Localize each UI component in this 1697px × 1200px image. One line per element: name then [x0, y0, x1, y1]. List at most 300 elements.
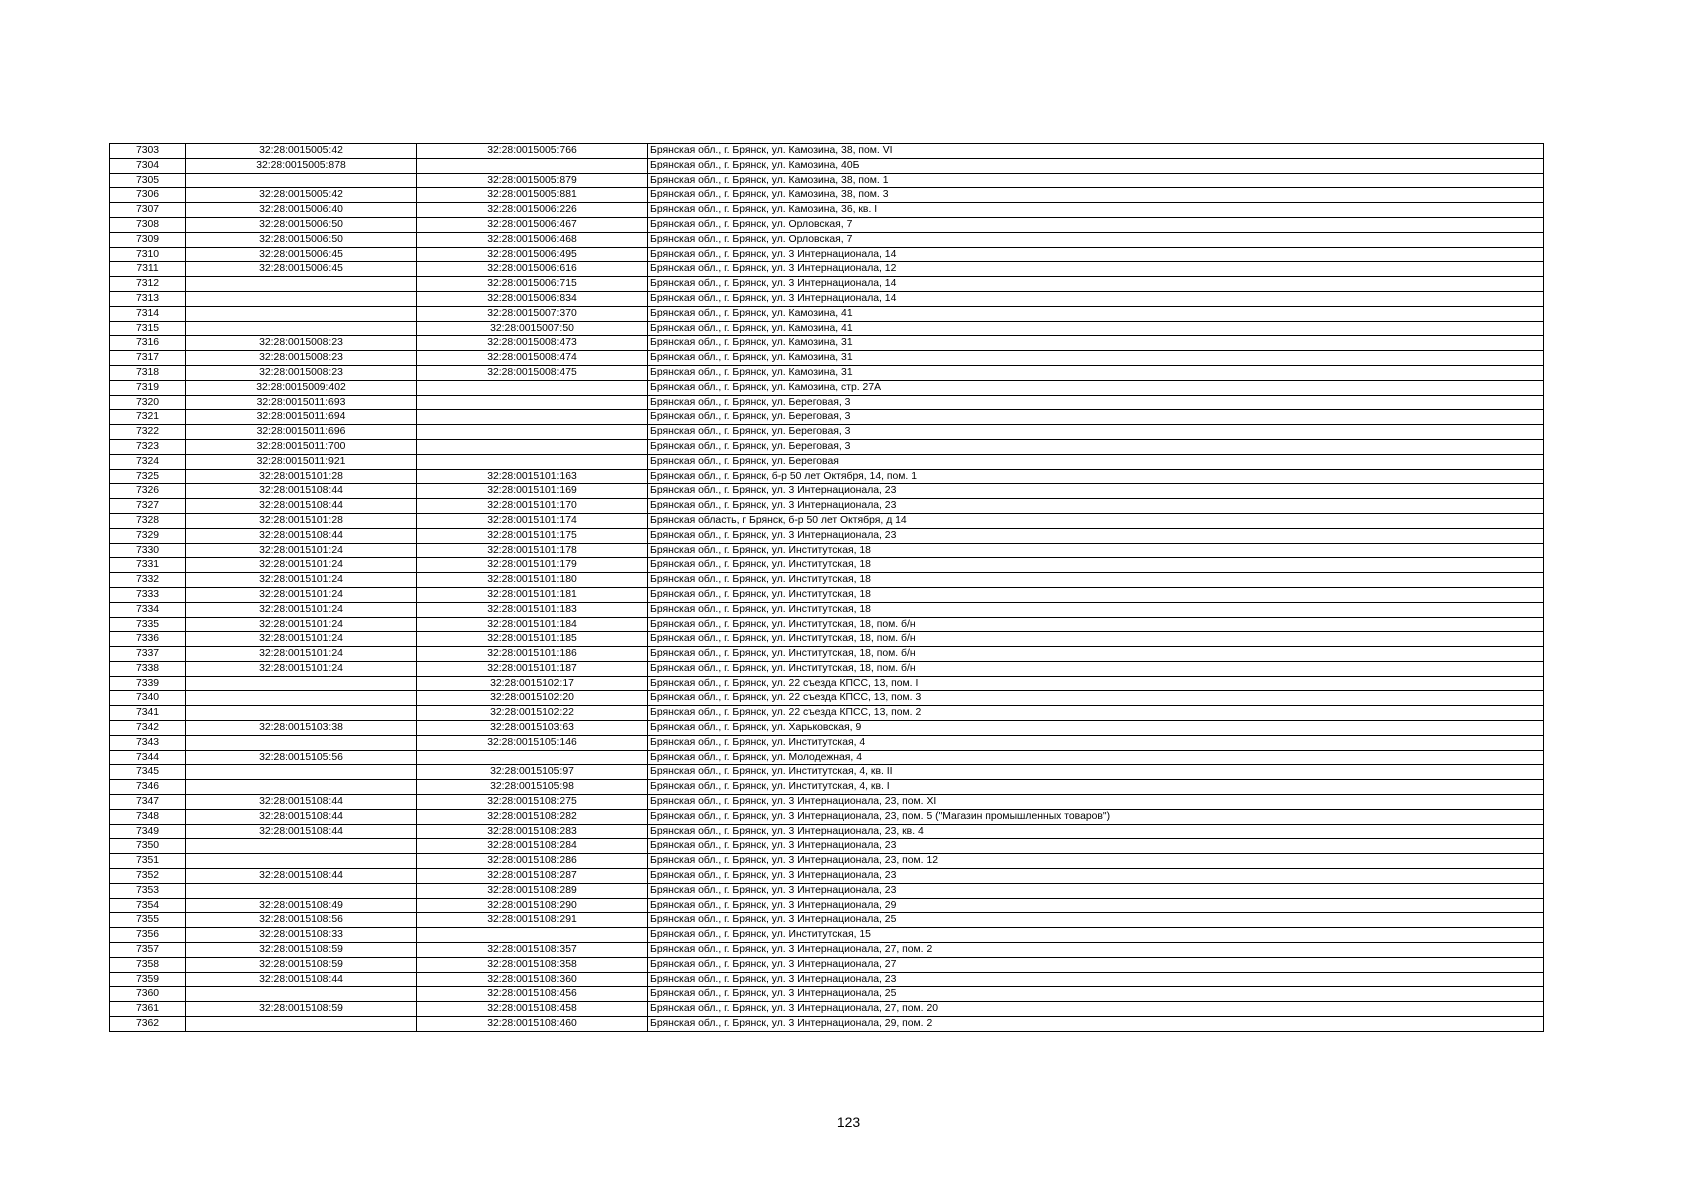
- address-cell: Брянская обл., г. Брянск, ул. 3 Интернационала, 23: [648, 869, 1544, 884]
- page-number: 123: [836, 1114, 861, 1130]
- table-row: [110, 957, 1544, 972]
- row-number-cell: 7327: [110, 499, 186, 514]
- parent-cadastral-cell: 32:28:0015101:28: [186, 513, 417, 528]
- row-number-cell: 7343: [110, 735, 186, 750]
- address-cell: Брянская обл., г. Брянск, ул. 3 Интернационала, 23: [648, 972, 1544, 987]
- cadastral-number-cell: 32:28:0015101:181: [417, 587, 648, 602]
- parent-cadastral-cell: 32:28:0015005:42: [186, 188, 417, 203]
- parent-cadastral-cell: 32:28:0015108:49: [186, 898, 417, 913]
- row-number-cell: 7356: [110, 928, 186, 943]
- row-number-cell: 7306: [110, 188, 186, 203]
- parent-cadastral-cell: [186, 706, 417, 721]
- table-row: [110, 691, 1544, 706]
- address-cell: Брянская обл., г. Брянск, ул. 3 Интернационала, 25: [648, 987, 1544, 1002]
- table-row: [110, 144, 1544, 159]
- parent-cadastral-cell: 32:28:0015108:59: [186, 957, 417, 972]
- parent-cadastral-cell: [186, 780, 417, 795]
- address-cell: Брянская обл., г. Брянск, ул. Институтская, 18, пом. б/н: [648, 617, 1544, 632]
- cadastral-number-cell: 32:28:0015108:290: [417, 898, 648, 913]
- row-number-cell: 7332: [110, 573, 186, 588]
- parent-cadastral-cell: [186, 765, 417, 780]
- row-number-cell: 7331: [110, 558, 186, 573]
- table-row: [110, 721, 1544, 736]
- cadastral-number-cell: [417, 750, 648, 765]
- table-row: [110, 543, 1544, 558]
- cadastral-number-cell: 32:28:0015102:22: [417, 706, 648, 721]
- parent-cadastral-cell: 32:28:0015101:24: [186, 602, 417, 617]
- parent-cadastral-cell: 32:28:0015101:24: [186, 632, 417, 647]
- cadastral-number-cell: 32:28:0015108:458: [417, 1002, 648, 1017]
- table-row: [110, 735, 1544, 750]
- cadastral-number-cell: 32:28:0015108:283: [417, 824, 648, 839]
- parent-cadastral-cell: [186, 854, 417, 869]
- row-number-cell: 7354: [110, 898, 186, 913]
- parent-cadastral-cell: 32:28:0015108:44: [186, 484, 417, 499]
- table-row: [110, 824, 1544, 839]
- cadastral-number-cell: [417, 425, 648, 440]
- table-row: [110, 321, 1544, 336]
- address-cell: Брянская обл., г. Брянск, ул. 3 Интернационала, 23, пом. 12: [648, 854, 1544, 869]
- parent-cadastral-cell: 32:28:0015006:45: [186, 247, 417, 262]
- table-row: [110, 188, 1544, 203]
- address-cell: Брянская обл., г. Брянск, ул. Камозина, 41: [648, 306, 1544, 321]
- row-number-cell: 7360: [110, 987, 186, 1002]
- row-number-cell: 7323: [110, 439, 186, 454]
- cadastral-number-cell: 32:28:0015108:460: [417, 1017, 648, 1032]
- table-row: [110, 158, 1544, 173]
- cadastral-number-cell: 32:28:0015108:360: [417, 972, 648, 987]
- address-cell: Брянская обл., г. Брянск, ул. Камозина, 31: [648, 336, 1544, 351]
- cadastral-number-cell: 32:28:0015108:287: [417, 869, 648, 884]
- parent-cadastral-cell: 32:28:0015108:56: [186, 913, 417, 928]
- row-number-cell: 7321: [110, 410, 186, 425]
- row-number-cell: 7349: [110, 824, 186, 839]
- row-number-cell: 7319: [110, 380, 186, 395]
- address-cell: Брянская обл., г. Брянск, ул. 3 Интернационала, 23: [648, 528, 1544, 543]
- address-cell: Брянская обл., г. Брянск, ул. Береговая, 3: [648, 425, 1544, 440]
- table-row: [110, 943, 1544, 958]
- parent-cadastral-cell: 32:28:0015006:40: [186, 203, 417, 218]
- parent-cadastral-cell: [186, 306, 417, 321]
- address-cell: Брянская обл., г. Брянск, ул. Институтская, 18: [648, 543, 1544, 558]
- table-row: [110, 173, 1544, 188]
- cadastral-number-cell: [417, 380, 648, 395]
- row-number-cell: 7322: [110, 425, 186, 440]
- parent-cadastral-cell: 32:28:0015011:694: [186, 410, 417, 425]
- address-cell: Брянская обл., г. Брянск, ул. 3 Интернационала, 29, пом. 2: [648, 1017, 1544, 1032]
- address-cell: Брянская обл., г. Брянск, ул. 3 Интернационала, 12: [648, 262, 1544, 277]
- table-row: [110, 291, 1544, 306]
- parent-cadastral-cell: 32:28:0015011:921: [186, 454, 417, 469]
- row-number-cell: 7351: [110, 854, 186, 869]
- address-cell: Брянская обл., г. Брянск, ул. 3 Интернационала, 14: [648, 291, 1544, 306]
- parent-cadastral-cell: 32:28:0015011:700: [186, 439, 417, 454]
- parent-cadastral-cell: 32:28:0015008:23: [186, 336, 417, 351]
- table-row: [110, 247, 1544, 262]
- address-cell: Брянская обл., г. Брянск, ул. Камозина, 41: [648, 321, 1544, 336]
- row-number-cell: 7328: [110, 513, 186, 528]
- table-row: [110, 869, 1544, 884]
- parent-cadastral-cell: [186, 277, 417, 292]
- address-cell: Брянская обл., г. Брянск, ул. Камозина, 40Б: [648, 158, 1544, 173]
- table-row: [110, 573, 1544, 588]
- cadastral-number-cell: 32:28:0015102:17: [417, 676, 648, 691]
- table-row: [110, 351, 1544, 366]
- table-row: [110, 380, 1544, 395]
- row-number-cell: 7316: [110, 336, 186, 351]
- cadastral-number-cell: 32:28:0015108:357: [417, 943, 648, 958]
- table-row: [110, 676, 1544, 691]
- table-row: [110, 513, 1544, 528]
- row-number-cell: 7352: [110, 869, 186, 884]
- cadastral-number-cell: 32:28:0015101:169: [417, 484, 648, 499]
- row-number-cell: 7357: [110, 943, 186, 958]
- row-number-cell: 7335: [110, 617, 186, 632]
- table-row: [110, 499, 1544, 514]
- address-cell: Брянская обл., г. Брянск, ул. 3 Интернационала, 25: [648, 913, 1544, 928]
- parent-cadastral-cell: 32:28:0015108:44: [186, 528, 417, 543]
- row-number-cell: 7324: [110, 454, 186, 469]
- row-number-cell: 7315: [110, 321, 186, 336]
- cadastral-number-cell: 32:28:0015005:881: [417, 188, 648, 203]
- row-number-cell: 7348: [110, 809, 186, 824]
- table-row: [110, 439, 1544, 454]
- table-row: [110, 277, 1544, 292]
- cadastral-number-cell: 32:28:0015102:20: [417, 691, 648, 706]
- parent-cadastral-cell: 32:28:0015108:44: [186, 809, 417, 824]
- row-number-cell: 7311: [110, 262, 186, 277]
- table-row: [110, 602, 1544, 617]
- row-number-cell: 7312: [110, 277, 186, 292]
- address-cell: Брянская обл., г. Брянск, ул. 3 Интернационала, 23, кв. 4: [648, 824, 1544, 839]
- table-row: [110, 854, 1544, 869]
- row-number-cell: 7337: [110, 647, 186, 662]
- address-cell: Брянская обл., г. Брянск, ул. Камозина, 38, пом. 3: [648, 188, 1544, 203]
- address-cell: Брянская обл., г. Брянск, ул. 3 Интернационала, 23, пом. XI: [648, 795, 1544, 810]
- cadastral-number-cell: 32:28:0015008:475: [417, 365, 648, 380]
- cadastral-number-cell: 32:28:0015108:275: [417, 795, 648, 810]
- row-number-cell: 7314: [110, 306, 186, 321]
- cadastral-number-cell: 32:28:0015006:834: [417, 291, 648, 306]
- row-number-cell: 7329: [110, 528, 186, 543]
- parent-cadastral-cell: 32:28:0015005:878: [186, 158, 417, 173]
- address-cell: Брянская обл., г. Брянск, ул. 22 съезда КПСС, 13, пом. 2: [648, 706, 1544, 721]
- table-row: [110, 232, 1544, 247]
- row-number-cell: 7308: [110, 217, 186, 232]
- table-row: [110, 336, 1544, 351]
- row-number-cell: 7318: [110, 365, 186, 380]
- table-row: [110, 765, 1544, 780]
- row-number-cell: 7347: [110, 795, 186, 810]
- cadastral-number-cell: 32:28:0015108:282: [417, 809, 648, 824]
- table-row: [110, 972, 1544, 987]
- cadastral-number-cell: 32:28:0015006:226: [417, 203, 648, 218]
- row-number-cell: 7355: [110, 913, 186, 928]
- row-number-cell: 7350: [110, 839, 186, 854]
- cadastral-number-cell: 32:28:0015101:178: [417, 543, 648, 558]
- row-number-cell: 7359: [110, 972, 186, 987]
- parent-cadastral-cell: 32:28:0015011:696: [186, 425, 417, 440]
- row-number-cell: 7333: [110, 587, 186, 602]
- cadastral-number-cell: 32:28:0015105:97: [417, 765, 648, 780]
- parent-cadastral-cell: 32:28:0015006:50: [186, 232, 417, 247]
- table-row: [110, 987, 1544, 1002]
- cadastral-number-cell: 32:28:0015006:616: [417, 262, 648, 277]
- parent-cadastral-cell: 32:28:0015101:24: [186, 558, 417, 573]
- row-number-cell: 7325: [110, 469, 186, 484]
- address-cell: Брянская обл., г. Брянск, ул. Камозина, 38, пом. VI: [648, 144, 1544, 159]
- cadastral-number-cell: 32:28:0015007:370: [417, 306, 648, 321]
- row-number-cell: 7344: [110, 750, 186, 765]
- row-number-cell: 7330: [110, 543, 186, 558]
- table-row: [110, 706, 1544, 721]
- parent-cadastral-cell: 32:28:0015101:24: [186, 543, 417, 558]
- address-cell: Брянская обл., г. Брянск, ул. Камозина, 31: [648, 351, 1544, 366]
- row-number-cell: 7339: [110, 676, 186, 691]
- cadastral-number-cell: 32:28:0015101:163: [417, 469, 648, 484]
- address-cell: Брянская обл., г. Брянск, ул. Институтская, 4, кв. I: [648, 780, 1544, 795]
- parent-cadastral-cell: 32:28:0015006:45: [186, 262, 417, 277]
- parent-cadastral-cell: 32:28:0015101:24: [186, 587, 417, 602]
- parent-cadastral-cell: [186, 883, 417, 898]
- parent-cadastral-cell: 32:28:0015005:42: [186, 144, 417, 159]
- address-cell: Брянская обл., г. Брянск, ул. Орловская, 7: [648, 232, 1544, 247]
- table-row: [110, 454, 1544, 469]
- row-number-cell: 7361: [110, 1002, 186, 1017]
- parent-cadastral-cell: 32:28:0015105:56: [186, 750, 417, 765]
- row-number-cell: 7305: [110, 173, 186, 188]
- address-cell: Брянская обл., г. Брянск, ул. 3 Интернационала, 14: [648, 247, 1544, 262]
- address-cell: Брянская обл., г. Брянск, ул. Институтская, 18, пом. б/н: [648, 647, 1544, 662]
- parent-cadastral-cell: 32:28:0015101:24: [186, 661, 417, 676]
- row-number-cell: 7334: [110, 602, 186, 617]
- cadastral-number-cell: 32:28:0015101:186: [417, 647, 648, 662]
- parent-cadastral-cell: [186, 735, 417, 750]
- cadastral-number-cell: [417, 928, 648, 943]
- row-number-cell: 7342: [110, 721, 186, 736]
- row-number-cell: 7317: [110, 351, 186, 366]
- row-number-cell: 7326: [110, 484, 186, 499]
- cadastral-number-cell: 32:28:0015101:179: [417, 558, 648, 573]
- parent-cadastral-cell: 32:28:0015008:23: [186, 351, 417, 366]
- cadastral-number-cell: 32:28:0015007:50: [417, 321, 648, 336]
- address-cell: Брянская обл., г. Брянск, ул. Институтская, 18: [648, 573, 1544, 588]
- table-row: [110, 632, 1544, 647]
- address-cell: Брянская обл., г. Брянск, ул. Береговая, 3: [648, 395, 1544, 410]
- table-row: [110, 883, 1544, 898]
- table-row: [110, 558, 1544, 573]
- table-row: [110, 410, 1544, 425]
- table-row: [110, 809, 1544, 824]
- address-cell: Брянская обл., г. Брянск, ул. Институтская, 18, пом. б/н: [648, 661, 1544, 676]
- parent-cadastral-cell: 32:28:0015108:44: [186, 795, 417, 810]
- row-number-cell: 7358: [110, 957, 186, 972]
- address-cell: Брянская обл., г. Брянск, ул. Молодежная, 4: [648, 750, 1544, 765]
- address-cell: Брянская обл., г. Брянск, ул. Институтская, 18: [648, 587, 1544, 602]
- row-number-cell: 7310: [110, 247, 186, 262]
- address-cell: Брянская обл., г. Брянск, ул. 3 Интернационала, 27, пом. 20: [648, 1002, 1544, 1017]
- table-row: [110, 1002, 1544, 1017]
- cadastral-number-cell: [417, 454, 648, 469]
- row-number-cell: 7307: [110, 203, 186, 218]
- row-number-cell: 7353: [110, 883, 186, 898]
- row-number-cell: 7341: [110, 706, 186, 721]
- parent-cadastral-cell: 32:28:0015108:44: [186, 972, 417, 987]
- parent-cadastral-cell: [186, 321, 417, 336]
- address-cell: Брянская обл., г. Брянск, ул. Институтская, 18: [648, 602, 1544, 617]
- address-cell: Брянская обл., г. Брянск, ул. Институтская, 18, пом. б/н: [648, 632, 1544, 647]
- parent-cadastral-cell: 32:28:0015011:693: [186, 395, 417, 410]
- cadastral-number-cell: 32:28:0015006:467: [417, 217, 648, 232]
- address-cell: Брянская обл., г. Брянск, ул. Береговая: [648, 454, 1544, 469]
- cadastral-number-cell: 32:28:0015006:495: [417, 247, 648, 262]
- parent-cadastral-cell: 32:28:0015108:44: [186, 869, 417, 884]
- row-number-cell: 7336: [110, 632, 186, 647]
- table-row: [110, 587, 1544, 602]
- address-cell: Брянская обл., г. Брянск, ул. Институтская, 4: [648, 735, 1544, 750]
- table-row: [110, 617, 1544, 632]
- cadastral-number-cell: 32:28:0015005:766: [417, 144, 648, 159]
- cadastral-number-cell: 32:28:0015101:187: [417, 661, 648, 676]
- parent-cadastral-cell: 32:28:0015006:50: [186, 217, 417, 232]
- address-cell: Брянская обл., г. Брянск, ул. 3 Интернационала, 23: [648, 484, 1544, 499]
- table-row: [110, 647, 1544, 662]
- cadastral-number-cell: 32:28:0015101:180: [417, 573, 648, 588]
- address-cell: Брянская обл., г. Брянск, ул. Камозина, стр. 27А: [648, 380, 1544, 395]
- address-cell: Брянская обл., г. Брянск, ул. 22 съезда КПСС, 13, пом. I: [648, 676, 1544, 691]
- parent-cadastral-cell: 32:28:0015101:24: [186, 617, 417, 632]
- parent-cadastral-cell: 32:28:0015108:44: [186, 824, 417, 839]
- row-number-cell: 7340: [110, 691, 186, 706]
- parent-cadastral-cell: 32:28:0015009:402: [186, 380, 417, 395]
- address-cell: Брянская обл., г. Брянск, ул. 3 Интернационала, 27, пом. 2: [648, 943, 1544, 958]
- registry-table: [109, 143, 1544, 1032]
- address-cell: Брянская обл., г. Брянск, ул. 3 Интернационала, 23: [648, 839, 1544, 854]
- table-row: [110, 484, 1544, 499]
- table-row: [110, 528, 1544, 543]
- table-row: [110, 395, 1544, 410]
- cadastral-number-cell: 32:28:0015008:473: [417, 336, 648, 351]
- cadastral-number-cell: 32:28:0015108:289: [417, 883, 648, 898]
- address-cell: Брянская обл., г. Брянск, ул. 22 съезда КПСС, 13, пом. 3: [648, 691, 1544, 706]
- row-number-cell: 7320: [110, 395, 186, 410]
- parent-cadastral-cell: 32:28:0015101:24: [186, 573, 417, 588]
- parent-cadastral-cell: 32:28:0015101:28: [186, 469, 417, 484]
- parent-cadastral-cell: 32:28:0015108:44: [186, 499, 417, 514]
- row-number-cell: 7309: [110, 232, 186, 247]
- parent-cadastral-cell: [186, 839, 417, 854]
- parent-cadastral-cell: [186, 1017, 417, 1032]
- row-number-cell: 7346: [110, 780, 186, 795]
- address-cell: Брянская обл., г. Брянск, ул. Харьковская, 9: [648, 721, 1544, 736]
- address-cell: Брянская обл., г. Брянск, ул. 3 Интернационала, 23: [648, 499, 1544, 514]
- address-cell: Брянская обл., г. Брянск, ул. Камозина, 36, кв. I: [648, 203, 1544, 218]
- table-row: [110, 262, 1544, 277]
- cadastral-number-cell: 32:28:0015105:98: [417, 780, 648, 795]
- cadastral-number-cell: 32:28:0015006:715: [417, 277, 648, 292]
- table-row: [110, 780, 1544, 795]
- table-row: [110, 661, 1544, 676]
- parent-cadastral-cell: 32:28:0015103:38: [186, 721, 417, 736]
- cadastral-number-cell: 32:28:0015005:879: [417, 173, 648, 188]
- parent-cadastral-cell: [186, 291, 417, 306]
- cadastral-number-cell: [417, 410, 648, 425]
- parent-cadastral-cell: [186, 987, 417, 1002]
- parent-cadastral-cell: [186, 691, 417, 706]
- address-cell: Брянская обл., г. Брянск, ул. Камозина, 38, пом. 1: [648, 173, 1544, 188]
- parent-cadastral-cell: [186, 676, 417, 691]
- cadastral-number-cell: [417, 158, 648, 173]
- table-row: [110, 928, 1544, 943]
- table-row: [110, 795, 1544, 810]
- row-number-cell: 7338: [110, 661, 186, 676]
- parent-cadastral-cell: 32:28:0015008:23: [186, 365, 417, 380]
- cadastral-number-cell: 32:28:0015101:184: [417, 617, 648, 632]
- address-cell: Брянская обл., г. Брянск, ул. 3 Интернационала, 23, пом. 5 ("Магазин промышленных товаров"): [648, 809, 1544, 824]
- table-row: [110, 913, 1544, 928]
- parent-cadastral-cell: 32:28:0015108:33: [186, 928, 417, 943]
- registry-table-body: [110, 144, 1544, 1032]
- cadastral-number-cell: 32:28:0015103:63: [417, 721, 648, 736]
- address-cell: Брянская обл., г. Брянск, ул. Институтская, 4, кв. II: [648, 765, 1544, 780]
- cadastral-number-cell: 32:28:0015105:146: [417, 735, 648, 750]
- cadastral-number-cell: 32:28:0015108:456: [417, 987, 648, 1002]
- table-row: [110, 365, 1544, 380]
- parent-cadastral-cell: 32:28:0015108:59: [186, 1002, 417, 1017]
- row-number-cell: 7345: [110, 765, 186, 780]
- cadastral-number-cell: 32:28:0015108:358: [417, 957, 648, 972]
- cadastral-number-cell: 32:28:0015101:174: [417, 513, 648, 528]
- table-row: [110, 898, 1544, 913]
- parent-cadastral-cell: [186, 173, 417, 188]
- address-cell: Брянская обл., г. Брянск, ул. 3 Интернационала, 27: [648, 957, 1544, 972]
- address-cell: Брянская обл., г. Брянск, ул. 3 Интернационала, 14: [648, 277, 1544, 292]
- parent-cadastral-cell: 32:28:0015101:24: [186, 647, 417, 662]
- address-cell: Брянская обл., г. Брянск, ул. Береговая, 3: [648, 439, 1544, 454]
- cadastral-number-cell: 32:28:0015101:175: [417, 528, 648, 543]
- table-row: [110, 469, 1544, 484]
- table-row: [110, 203, 1544, 218]
- address-cell: Брянская обл., г. Брянск, ул. 3 Интернационала, 23: [648, 883, 1544, 898]
- address-cell: Брянская обл., г. Брянск, ул. Береговая, 3: [648, 410, 1544, 425]
- row-number-cell: 7303: [110, 144, 186, 159]
- address-cell: Брянская обл., г. Брянск, б-р 50 лет Октября, 14, пом. 1: [648, 469, 1544, 484]
- row-number-cell: 7362: [110, 1017, 186, 1032]
- table-row: [110, 306, 1544, 321]
- address-cell: Брянская обл., г. Брянск, ул. Орловская, 7: [648, 217, 1544, 232]
- cadastral-number-cell: 32:28:0015101:183: [417, 602, 648, 617]
- cadastral-number-cell: 32:28:0015008:474: [417, 351, 648, 366]
- cadastral-number-cell: 32:28:0015108:291: [417, 913, 648, 928]
- address-cell: Брянская обл., г. Брянск, ул. Институтская, 18: [648, 558, 1544, 573]
- address-cell: Брянская область, г Брянск, б-р 50 лет Октября, д 14: [648, 513, 1544, 528]
- cadastral-number-cell: 32:28:0015108:286: [417, 854, 648, 869]
- cadastral-number-cell: 32:28:0015108:284: [417, 839, 648, 854]
- table-row: [110, 425, 1544, 440]
- row-number-cell: 7304: [110, 158, 186, 173]
- cadastral-number-cell: 32:28:0015006:468: [417, 232, 648, 247]
- address-cell: Брянская обл., г. Брянск, ул. Институтская, 15: [648, 928, 1544, 943]
- address-cell: Брянская обл., г. Брянск, ул. Камозина, 31: [648, 365, 1544, 380]
- cadastral-number-cell: 32:28:0015101:170: [417, 499, 648, 514]
- parent-cadastral-cell: 32:28:0015108:59: [186, 943, 417, 958]
- table-row: [110, 217, 1544, 232]
- row-number-cell: 7313: [110, 291, 186, 306]
- address-cell: Брянская обл., г. Брянск, ул. 3 Интернационала, 29: [648, 898, 1544, 913]
- table-row: [110, 839, 1544, 854]
- table-row: [110, 1017, 1544, 1032]
- cadastral-number-cell: 32:28:0015101:185: [417, 632, 648, 647]
